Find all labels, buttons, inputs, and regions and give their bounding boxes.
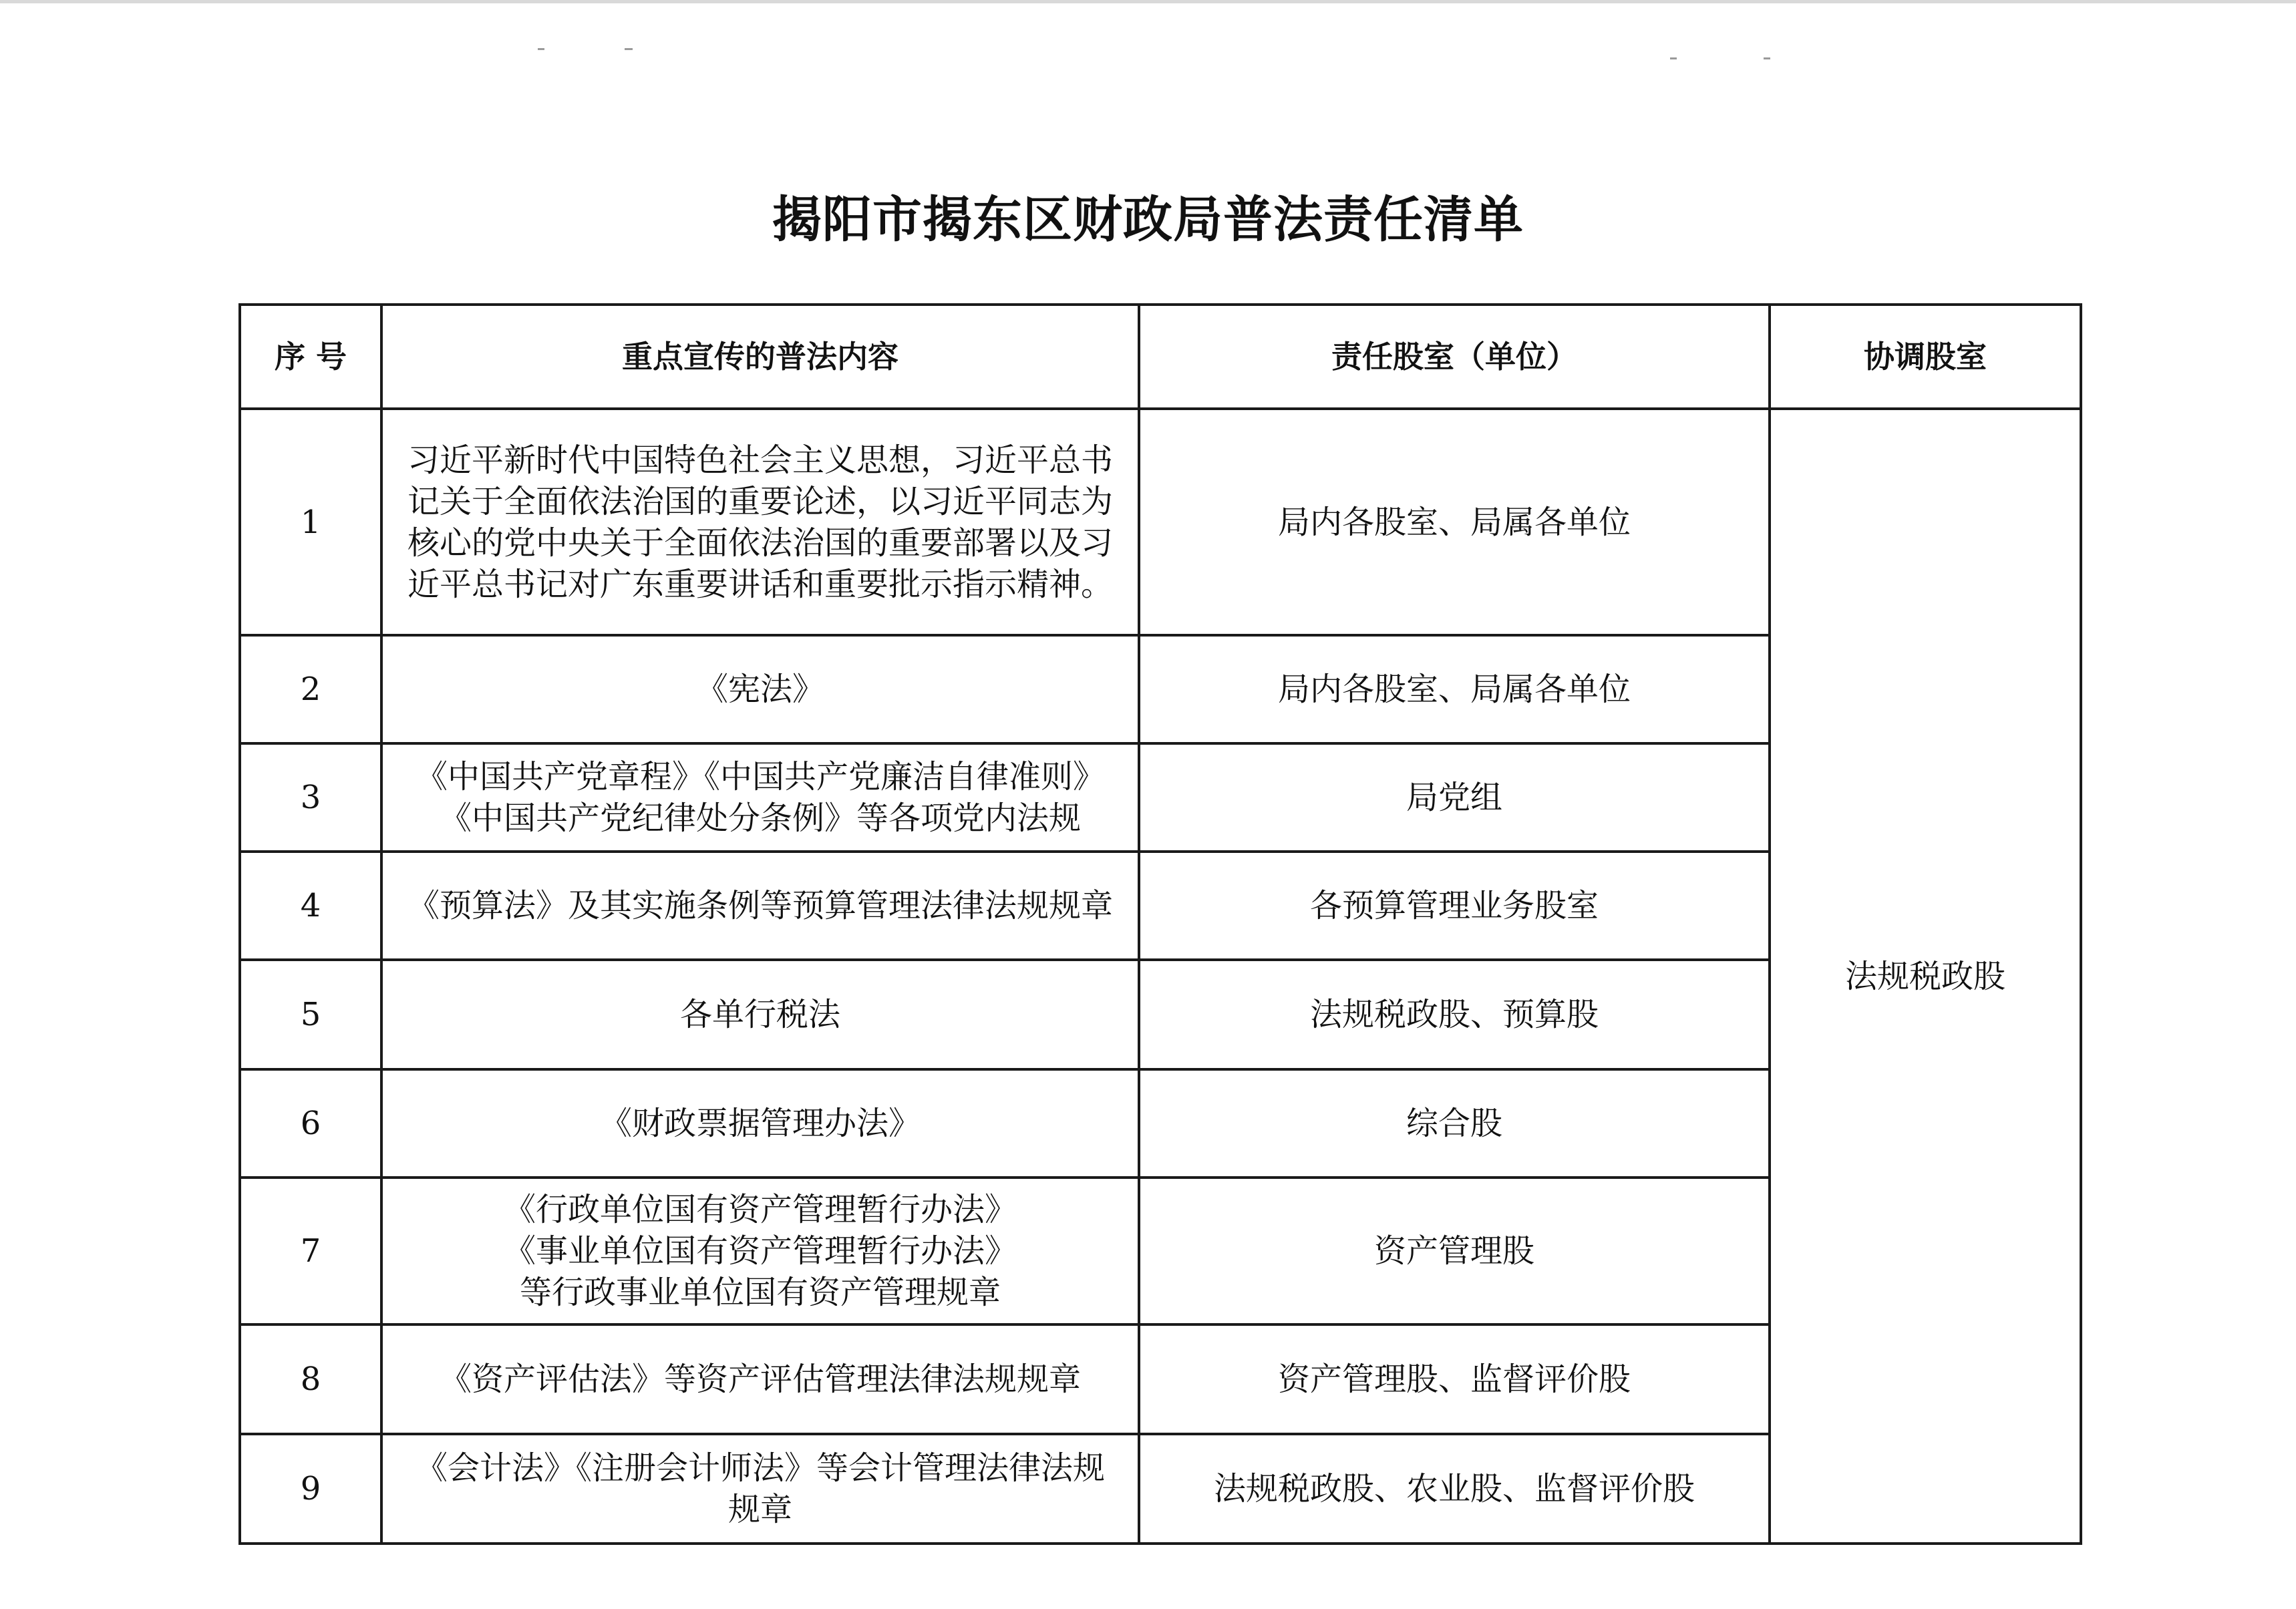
- content-line: 核心的党中央关于全面依法治国的重要部署以及习: [407, 524, 1113, 562]
- row-number: 7: [240, 1178, 381, 1324]
- content-line: 《预算法》及其实施条例等预算管理法律法规规章: [407, 887, 1113, 924]
- publicity-content: [381, 960, 1139, 1069]
- content-line: 等行政事业单位国有资产管理规章: [519, 1274, 1001, 1311]
- row-number: 3: [240, 743, 381, 852]
- row-number: 6: [240, 1069, 381, 1178]
- scan-speck: [1670, 57, 1677, 59]
- content-line: 《行政单位国有资产管理暂行办法》: [503, 1191, 1017, 1228]
- content-line: 《财政票据管理办法》: [599, 1105, 921, 1142]
- publicity-content: [381, 1324, 1139, 1434]
- scan-border-line: [0, 0, 2296, 3]
- coordinating-unit: 法规税政股: [1770, 409, 2081, 1544]
- responsibility-table: [238, 303, 2082, 1545]
- responsible-unit: 局党组: [1139, 743, 1770, 852]
- scan-speck: [1764, 57, 1770, 59]
- content-line: 近平总书记对广东重要讲话和重要批示指示精神。: [407, 565, 1113, 603]
- header-no: 序 号: [240, 305, 381, 409]
- publicity-content: [381, 743, 1139, 852]
- row-number: 2: [240, 635, 381, 743]
- publicity-content: [381, 1178, 1139, 1324]
- responsible-unit: 综合股: [1139, 1069, 1770, 1178]
- content-line: 各单行税法: [679, 996, 840, 1033]
- responsible-unit: 法规税政股、预算股: [1139, 960, 1770, 1069]
- content-line: 《宪法》: [695, 671, 824, 708]
- content-line: 《中国共产党章程》《中国共产党廉洁自律准则》: [415, 758, 1105, 795]
- header-coordinating: 协调股室: [1770, 305, 2081, 409]
- responsible-unit: 资产管理股、监督评价股: [1139, 1324, 1770, 1434]
- content-line: 规章: [727, 1491, 792, 1528]
- content-line: 习近平新时代中国特色社会主义思想，习近平总书: [407, 441, 1113, 479]
- scan-speck: [625, 48, 633, 50]
- responsible-unit: 局内各股室、局属各单位: [1139, 635, 1770, 743]
- content-line: 《事业单位国有资产管理暂行办法》: [503, 1232, 1017, 1270]
- responsible-unit: 法规税政股、农业股、监督评价股: [1139, 1434, 1770, 1544]
- row-number: 1: [240, 409, 381, 635]
- header-responsible: 责任股室（单位）: [1139, 305, 1770, 409]
- row-number: 4: [240, 852, 381, 960]
- header-content: 重点宣传的普法内容: [381, 305, 1139, 409]
- content-line: 《中国共产党纪律处分条例》等各项党内法规: [439, 799, 1081, 837]
- row-number: 8: [240, 1324, 381, 1434]
- document-title: 揭阳市揭东区财政局普法责任清单: [772, 191, 1524, 248]
- row-number: 9: [240, 1434, 381, 1544]
- content-line: 《会计法》《注册会计师法》等会计管理法律法规: [415, 1449, 1105, 1487]
- table-header-row: [240, 305, 2081, 409]
- publicity-content: [381, 409, 1139, 635]
- responsible-unit: 局内各股室、局属各单位: [1139, 409, 1770, 635]
- row-number: 5: [240, 960, 381, 1069]
- publicity-content: [381, 1069, 1139, 1178]
- responsible-unit: 资产管理股: [1139, 1178, 1770, 1324]
- scan-speck: [538, 48, 544, 50]
- publicity-content: [381, 852, 1139, 960]
- table-row: [240, 409, 2081, 635]
- content-line: 《资产评估法》等资产评估管理法律法规规章: [439, 1361, 1081, 1398]
- publicity-content: [381, 1434, 1139, 1544]
- content-line: 记关于全面依法治国的重要论述，以习近平同志为: [407, 482, 1113, 520]
- responsible-unit: 各预算管理业务股室: [1139, 852, 1770, 960]
- publicity-content: [381, 635, 1139, 743]
